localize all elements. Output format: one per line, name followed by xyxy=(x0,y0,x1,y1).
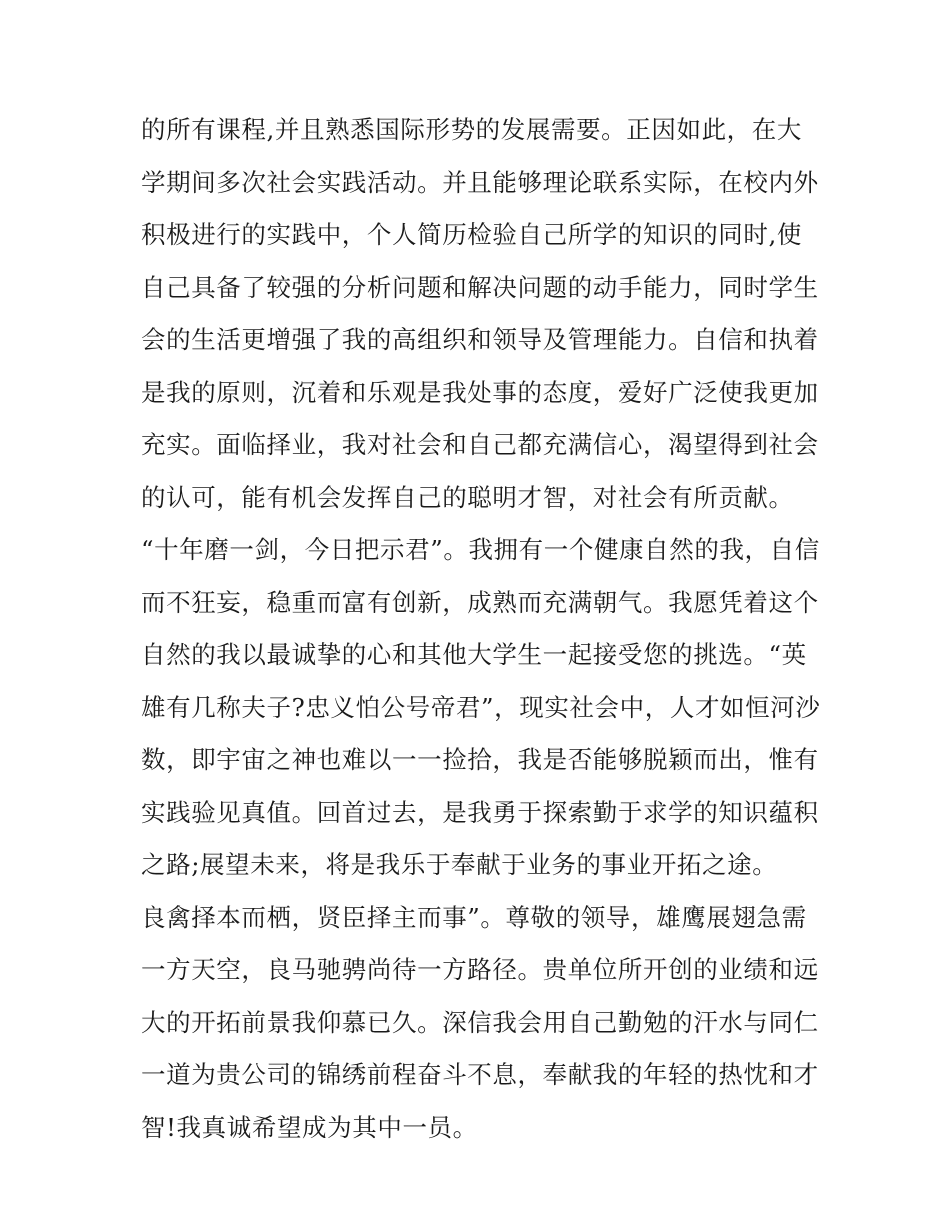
text-line-20: 智!我真诚希望成为其中一员。 xyxy=(141,1112,478,1142)
text-line-17: 一方天空，良马驰骋尚待一方路径。贵单位所开创的业绩和远 xyxy=(141,955,819,984)
text-line-13: 数，即宇宙之神也难以一一捡拾，我是否能够脱颖而出，惟有 xyxy=(141,745,819,774)
text-line-8: 的认可，能有机会发挥自己的聪明才智，对社会有所贡献。 xyxy=(141,482,794,512)
text-line-12: 雄有几称夫子?忠义怕公号帝君”，现实社会中，人才如恒河沙 xyxy=(141,692,821,722)
text-line-10: 而不狂妄，稳重而富有创新，成熟而充满朝气。我愿凭着这个 xyxy=(141,587,819,617)
text-line-14: 实践验见真值。回首过去，是我勇于探索勤于求学的知识蕴积 xyxy=(141,797,819,827)
text-line-15: 之路;展望未来，将是我乐于奉献于业务的事业开拓之途。 xyxy=(141,850,778,879)
document-body xyxy=(141,104,821,1154)
text-line-1: 的所有课程,并且熟悉国际形势的发展需要。正因如此，在大 xyxy=(141,115,802,144)
text-line-7: 充实。面临择业，我对社会和自己都充满信心，渴望得到社会 xyxy=(141,430,819,459)
text-line-9: “十年磨一剑，今日把示君”。我拥有一个健康自然的我，自信 xyxy=(141,535,820,564)
text-line-2: 学期间多次社会实践活动。并且能够理论联系实际，在校内外 xyxy=(141,167,819,197)
text-line-3: 积极进行的实践中，个人简历检验自己所学的知识的同时,使 xyxy=(141,220,802,249)
text-line-5: 会的生活更增强了我的高组织和领导及管理能力。自信和执着 xyxy=(141,325,819,354)
text-line-4: 自己具备了较强的分析问题和解决问题的动手能力，同时学生 xyxy=(141,272,819,302)
text-line-11: 自然的我以最诚挚的心和其他大学生一起接受您的挑选。“英 xyxy=(141,640,807,669)
text-line-16: 良禽择本而栖，贤臣择主而事”。尊敬的领导，雄鹰展翅急需 xyxy=(141,902,807,932)
text-line-18: 大的开拓前景我仰慕已久。深信我会用自己勤勉的汗水与同仁 xyxy=(141,1007,819,1037)
text-line-6: 是我的原则，沉着和乐观是我处事的态度，爱好广泛使我更加 xyxy=(141,377,819,407)
text-line-19: 一道为贵公司的锦绣前程奋斗不息，奉献我的年轻的热忱和才 xyxy=(141,1060,819,1089)
